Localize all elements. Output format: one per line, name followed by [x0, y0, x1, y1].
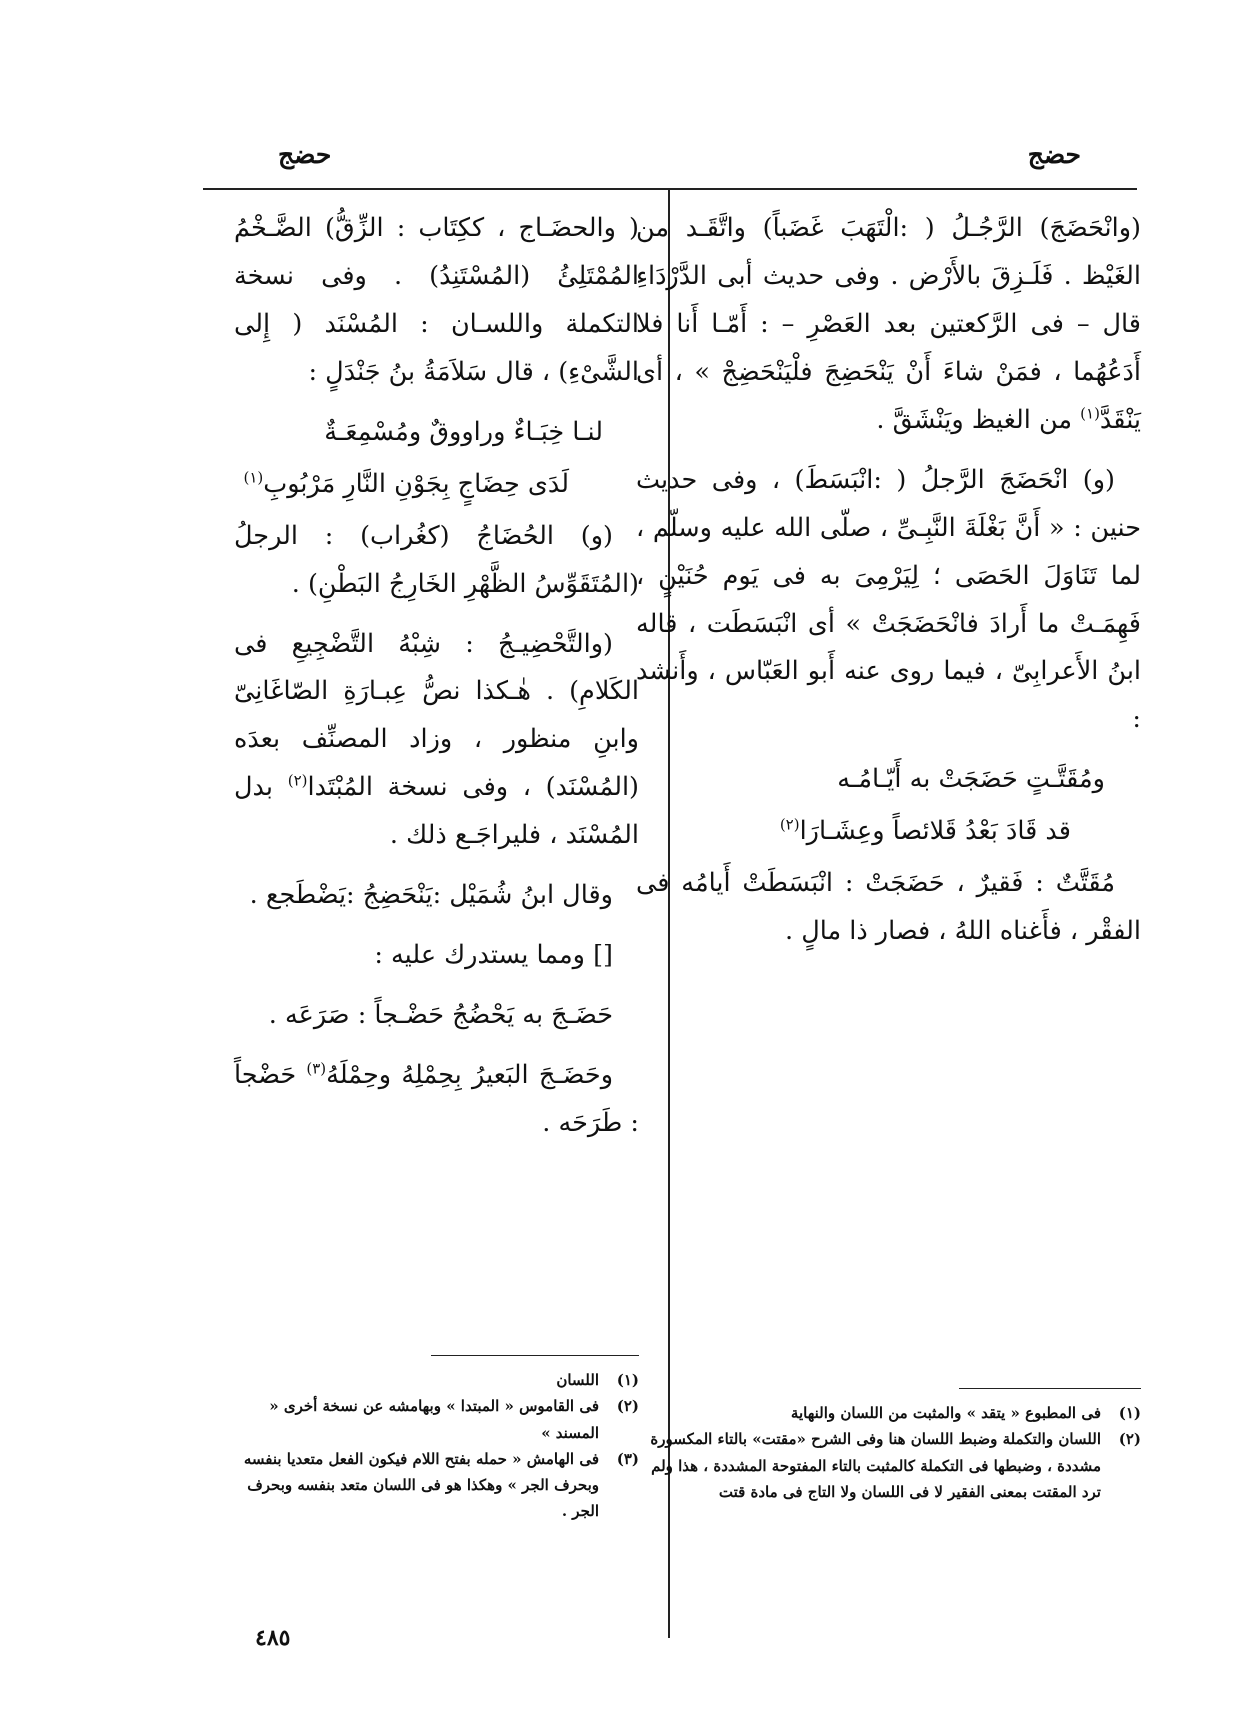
entry-paragraph: [234, 621, 639, 861]
entry-paragraph: [234, 1052, 639, 1148]
paragraph-text: بدل المُسْنَد ، فليراجَـع ذلك .: [234, 772, 639, 851]
footnote-number: (٣): [616, 1449, 639, 1468]
footnote-number: (٢): [1118, 1430, 1141, 1449]
paragraph-text: (والتَّحْضِيـجُ : شِبْهُ التَّضْجِيعِ فى الكَلامِ) . هٰـكذا نصُّ عِبـارَةِ الصّاغَانِىّ وابنِ منظور ، وزاد المصنِّف بعدَه (المُسْنَد) ، وفى نسخة المُبْتَدا: [234, 628, 640, 803]
entry-paragraph: (و) الحُضَاجُ (كغُراب) : الرجلُ (المُتَقَوِّسُ الظَّهْرِ الخَارِجُ البَطْنِ) .: [234, 520, 639, 599]
entry-paragraph: مُقَتَّتٌ : فَقيرٌ ، حَضَجَتْ : انْبَسَطَتْ أَيامُه فى الفقْر ، فأَغناه اللهُ ، فصار ذا مالٍ .: [636, 868, 1141, 947]
verse-text: لَدَى حِضَاجٍ بِجَوْنِ النَّارِ مَرْبُوبِ: [263, 468, 569, 499]
entry-paragraph: حَضَـجَ به يَحْضُجُ حَضْـجاً : صَرَعَه .: [268, 1000, 613, 1031]
entry-paragraph: (و) انْحَضَجَ الرَّجلُ ( :انْبَسَطَ) ، وفى حديث حنين : « أَنَّ بَغْلَةَ النَّبِـىِّ ، صلّى الله عليه وسلّم ، لما تَنَاوَلَ الحَصَى ؛ لِيَرْمِىَ به فى يَوم حُنَيْنٍ ، فَهِمَـتْ ما أَرادَ فانْحَضَجَتْ » أى انْبَسَطَت ، قاله ابنُ الأَعرابِىّ ، فيما روى عنه أَبو العَبّاس ، وأَنشد :: [636, 464, 1141, 735]
footnote-text: اللسان: [556, 1371, 599, 1389]
footnote: [234, 1393, 639, 1446]
entry-paragraph: ( والحضَـاج ، ككِتَاب : الزِّقُّ) الضَّـخْمُ المُمْتَلِئُ (المُسْتَنِدُ) . وفى نسخة التكملة واللسـان : المُسْنَد ( إِلى الشَّىْءِ) ، قال سَلاَمَةُ بنُ جَنْدَلٍ :: [234, 213, 639, 387]
footnote-rule-left: [431, 1355, 639, 1356]
footnote-text: فى الهامش « حمله بفتح اللام فيكون الفعل متعديا بنفسه وبحرف الجر » وهكذا هو فى اللسان متعد بنفسه وبحرف الجر .: [243, 1449, 599, 1521]
footnote-marker: (٢): [287, 771, 308, 790]
header-word-left: حضج: [278, 140, 332, 169]
footnotes-right: [636, 1400, 1141, 1505]
footnote-marker: (٢): [779, 815, 800, 834]
footnote: [234, 1367, 639, 1393]
page-number: ٤٨٥: [255, 1625, 291, 1651]
paragraph-text: وحَضَـجَ البَعيرُ بِحِمْلِهُ وحِمْلَهُ: [326, 1060, 614, 1090]
entry-paragraph: وقال ابنُ شُمَيْل :يَنْحَضِجُ :يَضْطَجع .: [249, 880, 613, 911]
footnote-number: (٢): [616, 1397, 639, 1416]
left-column: [234, 205, 639, 1160]
footnote: [636, 1426, 1141, 1505]
header-word-right: حضج: [1027, 140, 1081, 169]
footnote-marker: (٣): [306, 1059, 327, 1078]
header-rule: [203, 188, 1137, 190]
paragraph-text: من الغيظ ويَنْشَقَّ .: [876, 404, 1073, 435]
entry-paragraph: [] ومما يستدرك عليه :: [374, 940, 613, 971]
paragraph-text: حَضْجاً : طَرَحَه .: [234, 1060, 639, 1138]
verse-line: [234, 461, 639, 509]
footnote-rule-right: [959, 1388, 1141, 1389]
verse-text: قد قَادَ بَعْدُ قَلائصاً وعِشَـارَا: [799, 816, 1071, 847]
footnotes-left: [234, 1367, 639, 1525]
footnote-number: (١): [616, 1371, 639, 1389]
right-column: [636, 205, 1141, 968]
verse-line: [636, 808, 1141, 856]
footnote-text: فى المطبوع « يتقد » والمثبت من اللسان والنهاية: [790, 1404, 1101, 1422]
verse-line: لنـا خِبَـاءٌ وراووقٌ ومُسْمِعَـةٌ: [324, 416, 603, 447]
footnote: [636, 1400, 1141, 1426]
footnote-number: (١): [1118, 1404, 1141, 1422]
footnote-marker: (١): [1080, 404, 1100, 423]
footnote-text: فى القاموس « المبتدا » وبهامشه عن نسخة أخرى « المسند »: [269, 1397, 599, 1442]
paragraph-text: (وانْحَضَجَ) الرَّجُـلُ ( :الْتَهَبَ غَضَباً) واتَّقَـد من الغَيْظ . فَلَـزِقَ بالأَرْض . وفى حديث أبى الدَّرْدَاءِ قال – فى الرَّكعتين بعد العَصْرِ – : أَمّـا أَنا فلا أَدَعُهُما ، فمَنْ شاءَ أَنْ يَنْحَضِجَ فلْيَنْحَضِجْ » ، أى يَنْقَدَّ: [636, 213, 1142, 435]
verse-line: ومُقَتَّـتٍ حَضَجَتْ به أَيّـامُـه: [837, 764, 1105, 795]
entry-paragraph: [636, 205, 1141, 445]
footnote: [234, 1446, 639, 1525]
footnote-marker: (١): [243, 468, 264, 487]
footnote-text: اللسان والتكملة وضبط اللسان هنا وفى الشرح «مقتت» بالتاء المكسورة مشددة ، وضبطها فى التكملة كالمثبت بالتاء المفتوحة المشددة ، هذا ولم ترد المقتت بمعنى الفقير لا فى اللسان ولا التاج فى مادة قتت: [650, 1430, 1101, 1501]
